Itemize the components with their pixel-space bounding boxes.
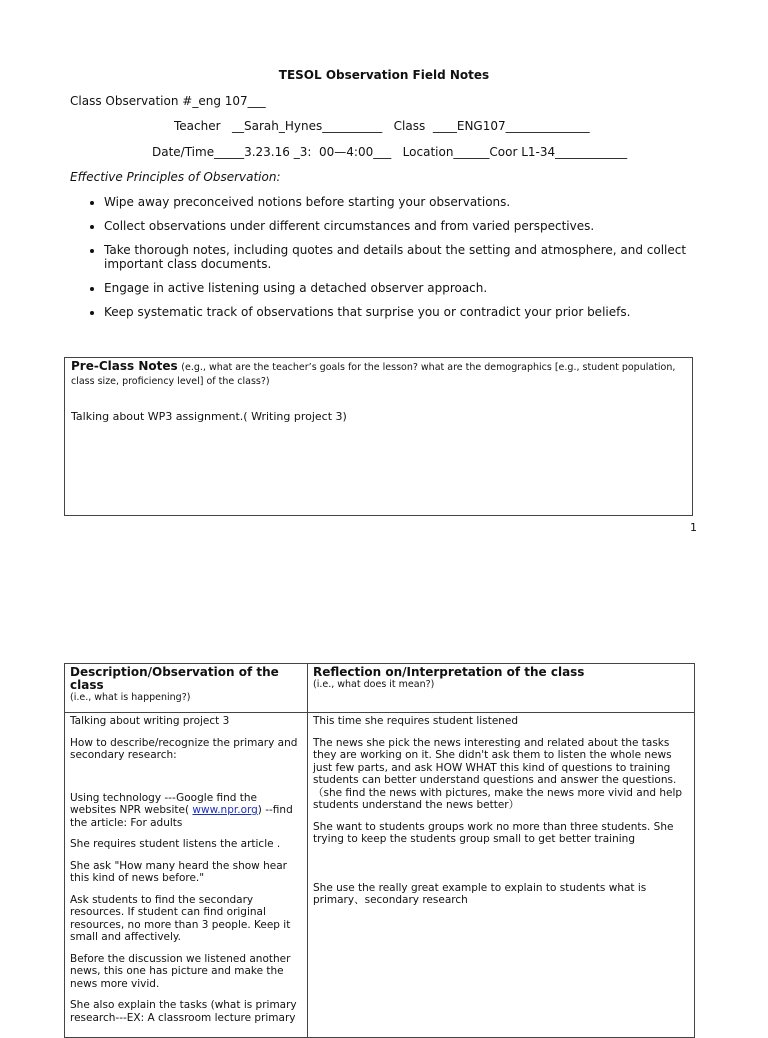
principle-item: • Keep systematic track of observations that surprise you or contradict your prior beliefs. [104,305,704,319]
description-paragraph-technology [70,792,302,830]
technology-text-after: ) --find the article: For adults [70,804,293,829]
description-paragraph: Ask students to find the secondary resources. If student can find original resources, no more than 3 people. Keep it small and affectively. [70,893,291,943]
description-paragraph: Before the discussion we listened another news, this one has picture and make the news more vivid. [70,952,291,990]
observation-table [64,663,695,1038]
preclass-prompt: (e.g., what are the teacher’s goals for the lesson? what are the demographics [e.g., student population, class size, proficiency level] of the class?) [71,362,676,387]
preclass-title: Pre-Class Notes [71,359,178,373]
reflection-header [308,664,695,713]
reflection-paragraph: The news she pick the news interesting and related about the tasks they are working on it. She didn't ask them to listen the whole news just few parts, and ask HOW WHAT this kind of questions to training students can better understand questions and answer the questions. [313,736,677,786]
description-header-sub: (i.e., what is happening?) [70,692,191,703]
description-paragraph: She ask "How many heard the show hear this kind of news before." [70,859,287,884]
document-title: TESOL Observation Field Notes [278,68,490,82]
page-number: 1 [690,521,697,534]
technology-text-before: Using technology ---Google find the websites NPR website( [70,791,257,816]
description-paragraph: She also explain the tasks (what is primary research---EX: A classroom lecture primary [70,999,297,1024]
reflection-paragraph: This time she requires student listened [313,715,519,727]
class-observation-line: Class Observation #_eng 107___ [70,94,266,108]
description-paragraph: She requires student listens the article . [70,838,281,850]
reflection-paragraph: She use the really great example to explain to students what is primary、secondary research [313,881,647,906]
teacher-class-line: Teacher __Sarah_Hynes__________ Class ____ENG107______________ [174,119,590,133]
reflection-paragraph: She want to students groups work no more than three students. She trying to keep the students group small to get better training [313,820,674,845]
preclass-notes-box [64,357,693,516]
description-cell [65,713,308,1038]
description-header [65,664,308,713]
datetime-location-line: Date/Time_____3.23.16 _3: 00—4:00___ Location______Coor L1-34____________ [152,145,628,159]
description-header-title: Description/Observation of the class [70,665,279,692]
reflection-header-title: Reflection on/Interpretation of the class [313,665,585,679]
observation-table-header [65,664,695,713]
npr-link[interactable]: www.npr.org [192,804,258,816]
principle-item: • Wipe away preconceived notions before starting your observations. [104,195,704,209]
reflection-paragraph: （she find the news with pictures, make the news more vivid and help students understand the news better） [313,786,683,811]
description-paragraph: Talking about writing project 3 [70,715,230,727]
principle-item: • Engage in active listening using a detached observer approach. [104,281,704,295]
description-spacer [70,771,302,783]
reflection-spacer [313,855,689,873]
preclass-content: Talking about WP3 assignment.( Writing project 3) [71,410,347,423]
reflection-cell [308,713,695,1038]
principles-list [82,195,704,329]
description-paragraph: How to describe/recognize the primary and secondary research: [70,736,298,761]
principles-heading: Effective Principles of Observation: [70,170,281,184]
observation-table-row [65,713,695,1038]
principle-item: • Take thorough notes, including quotes and details about the setting and atmosphere, and collect important class documents. [104,243,704,271]
reflection-header-sub: (i.e., what does it mean?) [313,679,435,690]
principle-item: • Collect observations under different circumstances and from varied perspectives. [104,219,704,233]
